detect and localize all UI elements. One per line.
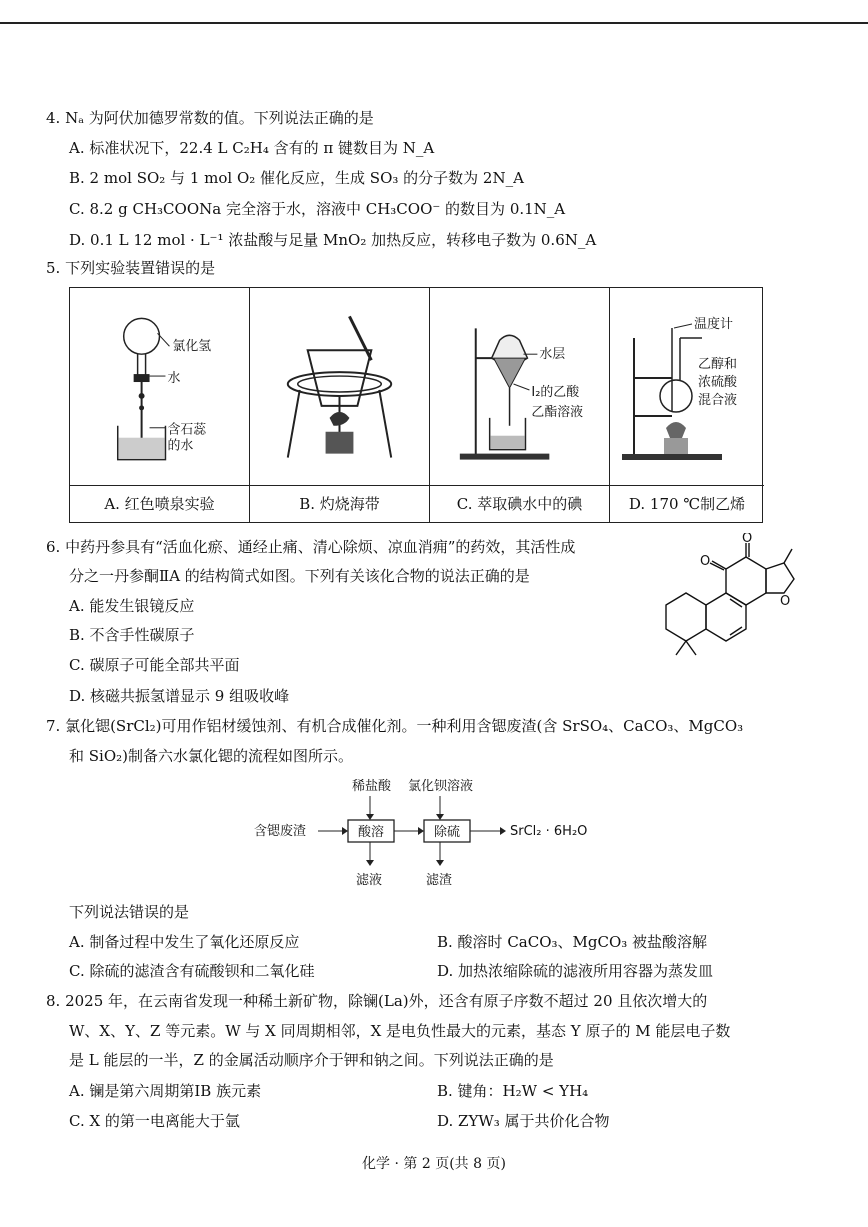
q8-option-b: B. 键角：H₂W < YH₄: [437, 1082, 589, 1100]
apparatus-cell-a: [70, 288, 250, 522]
q7-stem-line2: 和 SiO₂)制备六水氯化锶的流程如图所示。: [69, 747, 354, 765]
q8-option-a: A. 镧是第六周期第ⅠB 族元素: [69, 1082, 262, 1100]
label-mixture-2: 浓硫酸: [698, 375, 738, 390]
q4-option-d: D. 0.1 L 12 mol · L⁻¹ 浓盐酸与足量 MnO₂ 加热反应，转移电子数为 0.6N_A: [69, 231, 597, 249]
q7-question: 下列说法错误的是: [69, 903, 190, 921]
label-mixture-1: 乙醇和: [698, 357, 738, 372]
apparatus-cell-d: [610, 288, 764, 522]
q6-option-b: B. 不含手性碳原子: [69, 626, 195, 644]
q6-stem-line2: 分之一丹参酮ⅡA 的结构简式如图。下列有关该化合物的说法正确的是: [69, 567, 530, 585]
apparatus-table: [69, 287, 763, 523]
q8-stem-line2: W、X、Y、Z 等元素。W 与 X 同周期相邻，X 是电负性最大的元素，基态 Y 原子的 M 能层电子数: [69, 1022, 731, 1040]
q6-option-d: D. 核磁共振氢谱显示 9 组吸收峰: [69, 687, 290, 705]
ethylene-prep-drawing: [610, 288, 764, 486]
flow-input-bacl2: 氯化钡溶液: [408, 779, 474, 794]
flow-box-desulfur-label: 除硫: [434, 825, 461, 840]
mol-oxygen-2: O: [742, 533, 753, 546]
q8-option-d: D. ZYW₃ 属于共价化合物: [437, 1112, 610, 1130]
q7-option-b: B. 酸溶时 CaCO₃、MgCO₃ 被盐酸溶解: [437, 933, 708, 951]
fountain-apparatus-drawing: [70, 288, 249, 486]
caption-c: C. 萃取碘水中的碘: [430, 485, 609, 522]
caption-d: D. 170 ℃制乙烯: [610, 485, 764, 522]
flow-input-hcl: 稀盐酸: [352, 779, 392, 794]
q7-stem-line1: 7. 氯化锶(SrCl₂)可用作铝材缓蚀剂、有机合成催化剂。一种利用含锶废渣(含 SrSO₄、CaCO₃、MgCO₃: [46, 717, 744, 735]
q4-stem: 4. Nₐ 为阿伏加德罗常数的值。下列说法正确的是: [46, 109, 374, 127]
q6-option-a: A. 能发生银镜反应: [69, 597, 195, 615]
label-litmus-1: 含石蕊: [167, 422, 207, 438]
q4-option-b: B. 2 mol SO₂ 与 1 mol O₂ 催化反应，生成 SO₃ 的分子数为 2N_A: [69, 169, 524, 187]
q4-option-a: A. 标准状况下，22.4 L C₂H₄ 含有的 π 键数目为 N_A: [69, 139, 435, 157]
flow-raw-material: 含锶废渣: [254, 824, 307, 839]
q8-option-c: C. X 的第一电离能大于氩: [69, 1112, 240, 1130]
flow-output-residue: 滤渣: [426, 873, 453, 888]
top-rule: [0, 22, 868, 24]
label-iodine-solution-1: I₂的乙酸: [531, 384, 580, 400]
caption-a: A. 红色喷泉实验: [70, 485, 249, 522]
flow-product: SrCl₂ · 6H₂O: [510, 824, 588, 839]
q8-stem-line1: 8. 2025 年，在云南省发现一种稀土新矿物，除镧(La)外，还含有原子序数不超过 20 且依次增大的: [46, 992, 708, 1010]
label-water-layer: 水层: [539, 347, 566, 363]
q6-stem-line1: 6. 中药丹参具有“活血化瘀、通经止痛、清心除烦、凉血消痈”的药效，其活性成: [46, 538, 576, 556]
caption-b: B. 灼烧海带: [250, 485, 429, 522]
q7-option-a: A. 制备过程中发生了氧化还原反应: [69, 933, 300, 951]
flow-output-filtrate: 滤液: [356, 873, 383, 888]
mol-oxygen-3: O: [780, 594, 791, 609]
crucible-burn-drawing: [250, 288, 429, 486]
q6-option-c: C. 碳原子可能全部共平面: [69, 656, 240, 674]
process-flowchart: [240, 776, 640, 896]
label-hcl: 氯化氢: [172, 339, 212, 355]
q7-option-c: C. 除硫的滤渣含有硫酸钡和二氧化硅: [69, 962, 315, 980]
label-iodine-solution-2: 乙酯溶液: [531, 404, 584, 420]
mol-oxygen-1: O: [700, 554, 711, 569]
apparatus-cell-b: [250, 288, 430, 522]
q8-stem-line3: 是 L 能层的一半，Z 的金属活动顺序介于钾和钠之间。下列说法正确的是: [69, 1051, 554, 1069]
label-litmus-2: 的水: [167, 438, 194, 454]
tanshinone-structure: [646, 533, 802, 665]
apparatus-cell-c: [430, 288, 610, 522]
separatory-funnel-drawing: [430, 288, 609, 486]
q5-stem: 5. 下列实验装置错误的是: [46, 259, 216, 277]
flow-box-acid-label: 酸溶: [358, 825, 385, 840]
label-water: 水: [167, 371, 181, 387]
page-footer: 化学 · 第 2 页(共 8 页): [362, 1156, 506, 1172]
q7-option-d: D. 加热浓缩除硫的滤液所用容器为蒸发皿: [437, 962, 714, 980]
q4-option-c: C. 8.2 g CH₃COONa 完全溶于水，溶液中 CH₃COO⁻ 的数目为 0.1N_A: [69, 200, 566, 218]
label-mixture-3: 混合液: [698, 393, 738, 408]
label-thermometer: 温度计: [694, 317, 734, 332]
